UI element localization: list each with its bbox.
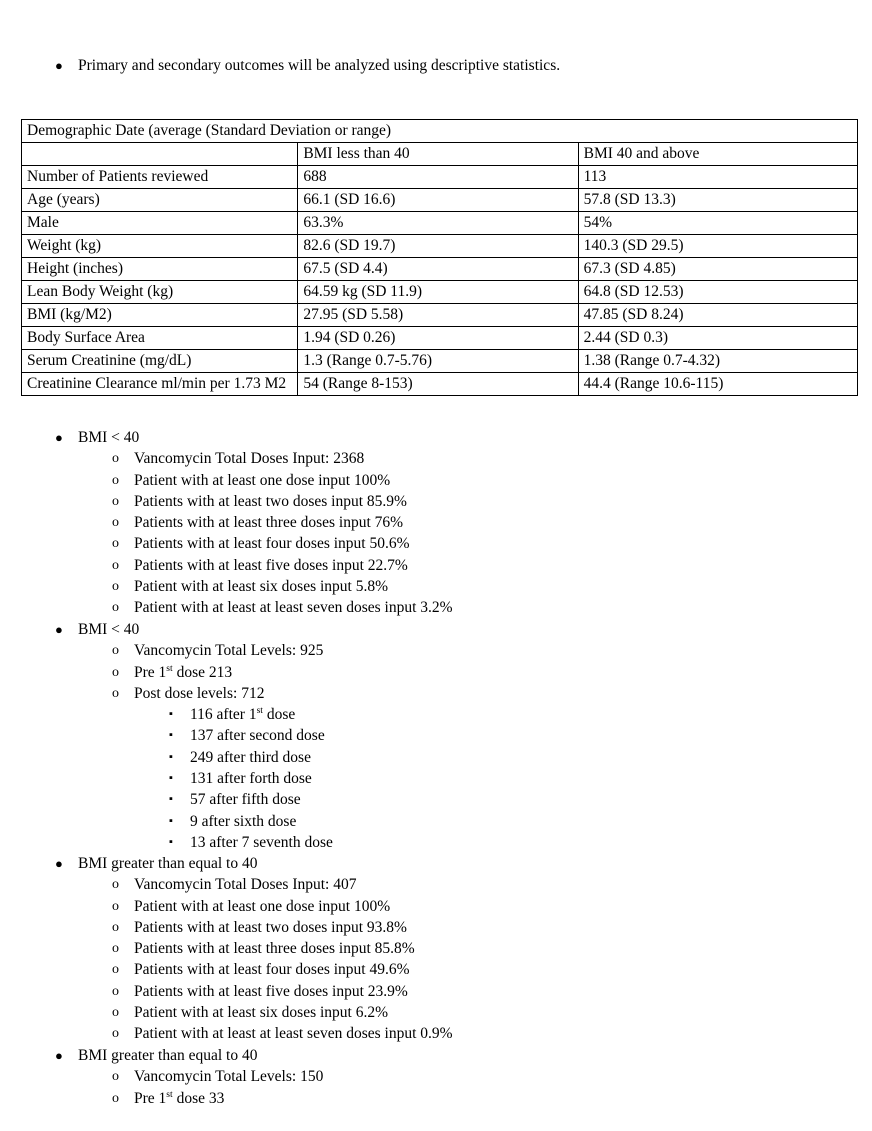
list-item-label: Patients with at least two doses input 85.9%	[134, 492, 407, 510]
list-item-label: Vancomycin Total Levels: 925	[134, 642, 324, 660]
bullet-circle-icon: o	[112, 557, 119, 573]
cell-bmi-under-40: 67.5 (SD 4.4)	[298, 258, 578, 281]
list-item	[0, 896, 872, 917]
section-levels-bmi-under-40	[0, 619, 872, 853]
bullet-circle-icon: o	[112, 685, 119, 701]
bullet-circle-icon: o	[112, 493, 119, 509]
list-item	[0, 704, 872, 725]
bullet-square-icon: ▪	[169, 729, 173, 742]
row-label: Male	[22, 212, 298, 235]
list-item	[0, 874, 872, 895]
pre-dose-prefix: Pre 1	[134, 1089, 167, 1107]
row-label: Lean Body Weight (kg)	[22, 281, 298, 304]
cell-bmi-40-above: 1.38 (Range 0.7-4.32)	[578, 350, 857, 373]
list-item	[0, 512, 872, 533]
cell-bmi-under-40: 1.3 (Range 0.7-5.76)	[298, 350, 578, 373]
cell-bmi-40-above: 57.8 (SD 13.3)	[578, 189, 857, 212]
bullet-circle-icon: o	[112, 664, 119, 680]
bullet-square-icon: ▪	[169, 750, 173, 763]
list-item	[0, 55, 872, 76]
ordinal-suffix: st	[166, 662, 173, 674]
list-item-label: Vancomycin Total Doses Input: 2368	[134, 450, 365, 468]
table-row	[22, 281, 858, 304]
bullet-circle-icon: o	[112, 983, 119, 999]
list-item-label: Patients with at least four doses input 50.6%	[134, 535, 410, 553]
list-item-label: Patient with at least one dose input 100%	[134, 897, 391, 915]
column-header-blank	[22, 143, 298, 166]
cell-bmi-40-above: 2.44 (SD 0.3)	[578, 327, 857, 350]
bullet-disc-icon: ●	[55, 622, 63, 637]
row-label: Number of Patients reviewed	[22, 166, 298, 189]
bullet-circle-icon: o	[112, 643, 119, 659]
row-label: Height (inches)	[22, 258, 298, 281]
demographic-table	[21, 119, 858, 396]
list-item-label: Post dose levels: 712	[134, 684, 265, 702]
list-item-pre-dose	[0, 1088, 872, 1109]
list-item	[0, 1023, 872, 1044]
table-row	[22, 304, 858, 327]
bullet-circle-icon: o	[112, 472, 119, 488]
section-heading: BMI < 40	[78, 621, 140, 638]
list-item-label: Patients with at least four doses input 49.6%	[134, 961, 410, 979]
cell-bmi-under-40: 63.3%	[298, 212, 578, 235]
ordinal-suffix: st	[166, 1088, 173, 1100]
section-heading-row	[0, 853, 872, 874]
bullet-circle-icon: o	[112, 941, 119, 957]
cell-bmi-40-above: 47.85 (SD 8.24)	[578, 304, 857, 327]
list-item	[0, 597, 872, 618]
list-item	[0, 640, 872, 661]
list-item-label: Patient with at least at least seven doses input 0.9%	[134, 1025, 453, 1043]
bullet-circle-icon: o	[112, 1005, 119, 1021]
cell-bmi-under-40: 64.59 kg (SD 11.9)	[298, 281, 578, 304]
cell-bmi-40-above: 54%	[578, 212, 857, 235]
cell-bmi-under-40: 54 (Range 8-153)	[298, 373, 578, 396]
table-row	[22, 189, 858, 212]
bullet-circle-icon: o	[112, 877, 119, 893]
list-item-label	[134, 1088, 224, 1109]
column-header-bmi-40-above: BMI 40 and above	[578, 143, 857, 166]
bullet-square-icon: ▪	[169, 835, 173, 848]
list-item	[0, 448, 872, 469]
bullet-circle-icon: o	[112, 1090, 119, 1106]
cell-bmi-under-40: 1.94 (SD 0.26)	[298, 327, 578, 350]
table-row-title	[22, 120, 858, 143]
row-label: Body Surface Area	[22, 327, 298, 350]
pre-dose-suffix: dose 213	[172, 663, 233, 681]
list-item	[0, 811, 872, 832]
list-item-label: 57 after fifth dose	[190, 791, 301, 809]
table-row	[22, 373, 858, 396]
list-item-label: 249 after third dose	[190, 748, 311, 766]
bullet-disc-icon: ●	[55, 1048, 63, 1063]
bullet-circle-icon: o	[112, 451, 119, 467]
row-label: BMI (kg/M2)	[22, 304, 298, 327]
bullet-circle-icon: o	[112, 1026, 119, 1042]
bullet-circle-icon: o	[112, 579, 119, 595]
table-row	[22, 166, 858, 189]
list-item	[0, 533, 872, 554]
list-item-label: Vancomycin Total Doses Input: 407	[134, 876, 357, 894]
bullet-circle-icon: o	[112, 600, 119, 616]
list-item	[0, 576, 872, 597]
list-item-pre-dose	[0, 662, 872, 683]
list-item-label: Patient with at least at least seven doses input 3.2%	[134, 599, 453, 617]
list-item	[0, 747, 872, 768]
row-label: Serum Creatinine (mg/dL)	[22, 350, 298, 373]
list-item	[0, 725, 872, 746]
bullet-circle-icon: o	[112, 898, 119, 914]
bullet-disc-icon: ●	[55, 58, 63, 73]
table-row	[22, 212, 858, 235]
list-item	[0, 789, 872, 810]
bullet-square-icon: ▪	[169, 708, 173, 721]
cell-bmi-40-above: 44.4 (Range 10.6-115)	[578, 373, 857, 396]
pre-dose-prefix: Pre 1	[134, 663, 167, 681]
ordinal-suffix: st	[256, 705, 263, 717]
cell-bmi-under-40: 688	[298, 166, 578, 189]
list-item-label	[190, 704, 295, 725]
list-item	[0, 959, 872, 980]
list-item	[0, 1066, 872, 1087]
list-item-label: 137 after second dose	[190, 727, 325, 745]
cell-bmi-40-above: 140.3 (SD 29.5)	[578, 235, 857, 258]
list-item	[0, 1002, 872, 1023]
bullet-disc-icon: ●	[55, 856, 63, 871]
table-row	[22, 350, 858, 373]
post-item-prefix: 116 after 1	[190, 706, 257, 724]
list-item	[0, 470, 872, 491]
section-heading: BMI < 40	[78, 429, 140, 446]
bullet-circle-icon: o	[112, 515, 119, 531]
section-doses-bmi-40-above	[0, 853, 872, 1045]
row-label: Weight (kg)	[22, 235, 298, 258]
bullet-disc-icon: ●	[55, 430, 63, 445]
bullet-circle-icon: o	[112, 536, 119, 552]
bullet-square-icon: ▪	[169, 772, 173, 785]
list-item	[0, 491, 872, 512]
section-heading-row	[0, 1045, 872, 1066]
list-item-label: Patient with at least one dose input 100%	[134, 471, 391, 489]
section-heading: BMI greater than equal to 40	[78, 1047, 258, 1064]
list-item-label: Patients with at least five doses input 22.7%	[134, 556, 408, 574]
section-heading-row	[0, 427, 872, 448]
list-item-label: Patient with at least six doses input 5.8%	[134, 578, 389, 596]
list-item-label: Vancomycin Total Levels: 150	[134, 1068, 324, 1086]
bullet-circle-icon: o	[112, 962, 119, 978]
post-item-suffix: dose	[262, 706, 296, 724]
cell-bmi-under-40: 66.1 (SD 16.6)	[298, 189, 578, 212]
list-item	[0, 555, 872, 576]
column-header-bmi-under-40: BMI less than 40	[298, 143, 578, 166]
list-item-label: Patient with at least six doses input 6.2%	[134, 1004, 389, 1022]
cell-bmi-40-above: 67.3 (SD 4.85)	[578, 258, 857, 281]
table-row	[22, 258, 858, 281]
list-item-label: 9 after sixth dose	[190, 812, 297, 830]
cell-bmi-under-40: 27.95 (SD 5.58)	[298, 304, 578, 327]
list-item	[0, 938, 872, 959]
list-item	[0, 832, 872, 853]
row-label: Age (years)	[22, 189, 298, 212]
list-item-label: Patients with at least three doses input 85.8%	[134, 940, 415, 958]
list-item	[0, 917, 872, 938]
list-item	[0, 683, 872, 704]
table-title: Demographic Date (average (Standard Deviation or range)	[22, 120, 858, 143]
bullet-circle-icon: o	[112, 1069, 119, 1085]
table-row	[22, 235, 858, 258]
section-doses-bmi-under-40	[0, 427, 872, 619]
cell-bmi-under-40: 82.6 (SD 19.7)	[298, 235, 578, 258]
pre-dose-suffix: dose 33	[172, 1089, 225, 1107]
table-row-header	[22, 143, 858, 166]
list-item	[0, 981, 872, 1002]
cell-bmi-40-above: 64.8 (SD 12.53)	[578, 281, 857, 304]
section-levels-bmi-40-above	[0, 1045, 872, 1109]
list-item-label: Patients with at least two doses input 93.8%	[134, 918, 407, 936]
list-item-label: 131 after forth dose	[190, 770, 312, 788]
table-row	[22, 327, 858, 350]
cell-bmi-40-above: 113	[578, 166, 857, 189]
list-item-label: 13 after 7 seventh dose	[190, 833, 333, 851]
section-heading: BMI greater than equal to 40	[78, 855, 258, 872]
section-heading-row	[0, 619, 872, 640]
list-item-label: Patients with at least five doses input 23.9%	[134, 982, 408, 1000]
list-item-label: Primary and secondary outcomes will be analyzed using descriptive statistics.	[78, 57, 561, 74]
bullet-square-icon: ▪	[169, 793, 173, 806]
intro-bullet-list	[0, 55, 872, 76]
bullet-square-icon: ▪	[169, 814, 173, 827]
list-item-label	[134, 662, 232, 683]
list-item	[0, 768, 872, 789]
row-label: Creatinine Clearance ml/min per 1.73 M2	[22, 373, 298, 396]
list-item-label: Patients with at least three doses input 76%	[134, 514, 404, 532]
bullet-circle-icon: o	[112, 919, 119, 935]
